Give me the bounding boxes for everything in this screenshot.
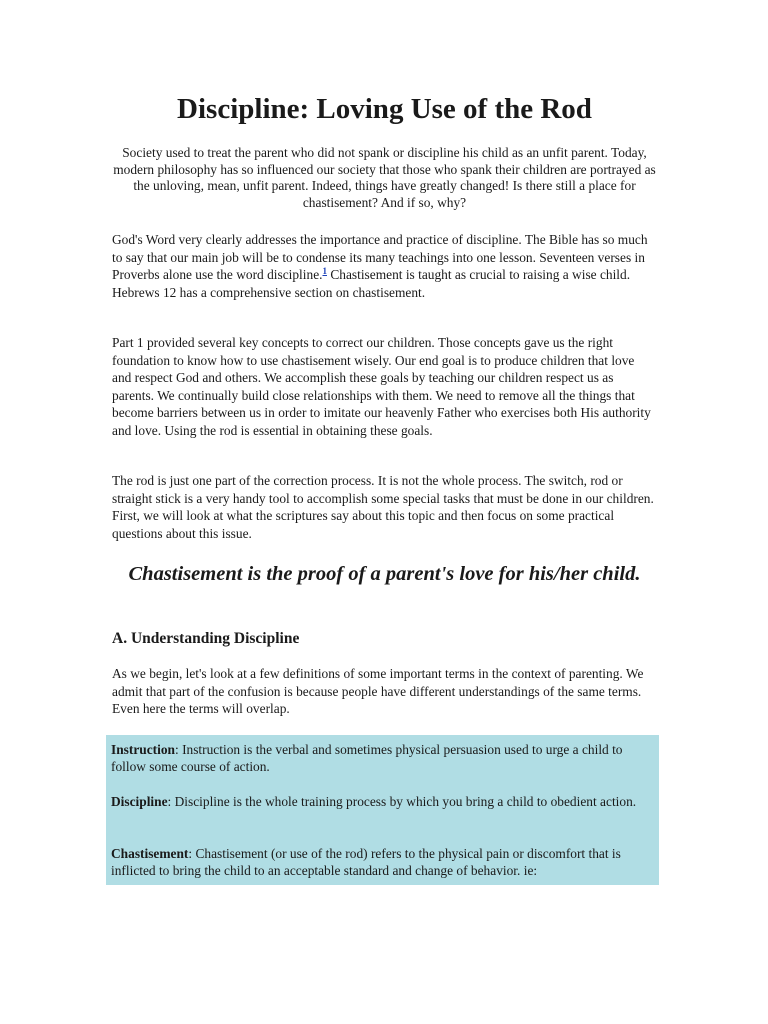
definition-term: Chastisement bbox=[111, 846, 189, 861]
paragraph-3: The rod is just one part of the correction process. It is not the whole process. The switch, rod or straight stick is a very handy tool to accomplish some special tasks that must be done in our children. First, we will look at what the scriptures say about this topic and then focus on some practical questions about this issue. bbox=[112, 473, 654, 541]
definition-text: : Chastisement (or use of the rod) refers to the physical pain or discomfort that is inflicted to bring the child to an acceptable standard and change of behavior. ie: bbox=[111, 846, 621, 879]
definition-term: Instruction bbox=[111, 742, 175, 757]
section-heading: A. Understanding Discipline bbox=[112, 630, 300, 647]
definition-instruction bbox=[111, 741, 651, 776]
definition-chastisement bbox=[111, 845, 651, 880]
paragraph-1-text-end: Chastisement is taught as crucial to raising a wise child. Hebrews 12 has a comprehensive section on chastisement. bbox=[112, 267, 631, 300]
document-title: Discipline: Loving Use of the Rod bbox=[177, 93, 592, 125]
footnote-1-link[interactable]: 1 bbox=[322, 266, 327, 277]
pull-quote: Chastisement is the proof of a parent's love for his/her child. bbox=[128, 563, 641, 585]
definition-discipline bbox=[111, 793, 651, 810]
intro-paragraph: Society used to treat the parent who did not spank or discipline his child as an unfit parent. Today, modern philosophy has so influenced our society that those who spank their children are portrayed as the unloving, mean, unfit parent. Indeed, things have greatly changed! Is there still a place for chastisement? And if so, why? bbox=[113, 145, 656, 210]
definitions-box bbox=[106, 735, 659, 885]
definition-term: Discipline bbox=[111, 794, 168, 809]
paragraph-1 bbox=[112, 231, 657, 301]
paragraph-4: As we begin, let's look at a few definitions of some important terms in the context of parenting. We admit that part of the confusion is because people have different understandings of the same terms. Even here the terms will overlap. bbox=[112, 666, 644, 717]
definition-text: : Instruction is the verbal and sometimes physical persuasion used to urge a child to follow some course of action. bbox=[111, 742, 623, 775]
paragraph-2: Part 1 provided several key concepts to correct our children. Those concepts gave us the right foundation to know how to use chastisement wisely. Our end goal is to produce children that love and respect God and others. We accomplish these goals by teaching our children respect us as parents. We continually build close relationships with them. We need to remove all the things that become barriers between us in order to imitate our heavenly Father who exercises both His authority and love. Using the rod is essential in obtaining these goals. bbox=[112, 335, 651, 438]
definition-text: : Discipline is the whole training process by which you bring a child to obedient action. bbox=[167, 794, 637, 809]
paragraph-1-text-start: God's Word very clearly addresses the importance and practice of discipline. The Bible has so much to say that our main job will be to condense its many teachings into one lesson. Seventeen verses in Proverbs alone use the word discipline. bbox=[112, 232, 648, 283]
